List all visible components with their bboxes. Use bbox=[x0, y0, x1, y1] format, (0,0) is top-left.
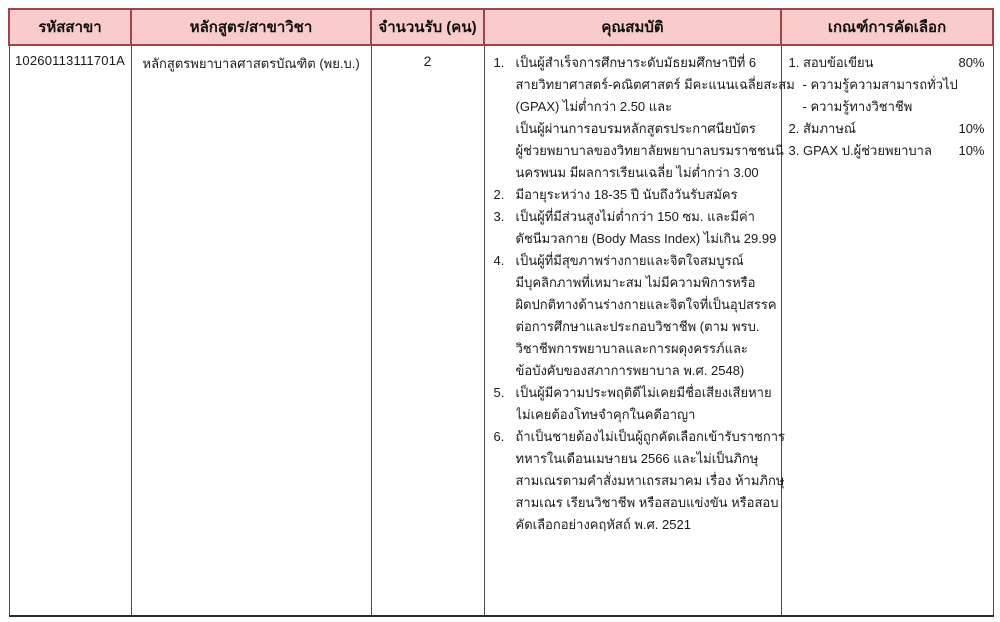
qualification-item-text bbox=[516, 52, 795, 184]
qualification-line: สามเณรตามคำสั่งมหาเถรสมาคม เรื่อง ห้ามภิกษุ bbox=[515, 473, 785, 488]
table-row bbox=[9, 45, 993, 616]
qualification-line: ถ้าเป็นชายต้องไม่เป็นผู้ถูกคัดเลือกเข้ารับราชการ bbox=[515, 429, 785, 444]
qualification-line: มีอายุระหว่าง 18-35 ปี นับถึงวันรับสมัคร bbox=[515, 187, 738, 202]
qualification-item bbox=[493, 52, 795, 184]
qualification-line: ข้อบังคับของสภาการพยาบาล พ.ศ. 2548) bbox=[515, 363, 745, 378]
qualification-item bbox=[493, 426, 785, 536]
qualifications-list bbox=[485, 46, 795, 536]
qualification-item-number: 1. bbox=[493, 55, 505, 70]
criteria-percent: 10% bbox=[958, 121, 985, 136]
header-quota: จำนวนรับ (คน) bbox=[371, 9, 484, 45]
branch-code-value: 10260113111701A bbox=[9, 45, 131, 616]
qualification-line: วิชาชีพการพยาบาลและการผดุงครรภ์และ bbox=[515, 341, 748, 356]
qualification-line: เป็นผู้มีความประพฤติดีไม่เคยมีชื่อเสียงเสียหาย bbox=[515, 385, 772, 400]
qualification-item-number: 4. bbox=[493, 253, 505, 268]
qualification-line: มีบุคลิกภาพที่เหมาะสม ไม่มีความพิการหรือ bbox=[515, 275, 756, 290]
qualification-item bbox=[494, 250, 775, 382]
criteria-label: - ความรู้ความสามารถทั่วไป bbox=[802, 77, 958, 92]
qualification-item-text bbox=[516, 426, 786, 536]
qualification-line: ดัชนีมวลกาย (Body Mass Index) ไม่เกิน 29.99 bbox=[515, 231, 777, 246]
qualification-line: ต่อการศึกษาและประกอบวิชาชีพ (ตาม พรบ. bbox=[515, 319, 760, 334]
qualification-line: นครพนม มีผลการเรียนเฉลี่ย ไม่ต่ำกว่า 3.00 bbox=[515, 165, 759, 180]
criteria-label: 2. สัมภาษณ์ bbox=[788, 121, 856, 136]
criteria-item bbox=[789, 52, 985, 74]
qualification-line: ผิดปกติทางด้านร่างกายและจิตใจที่เป็นอุปสรรค bbox=[515, 297, 777, 312]
qualification-line: เป็นผู้ที่มีส่วนสูงไม่ต่ำกว่า 150 ซม. และมีค่า bbox=[515, 209, 755, 224]
qualification-item bbox=[494, 184, 775, 206]
qualification-line: สามเณร เรียนวิชาชีพ หรือสอบแข่งขัน หรือสอบ bbox=[515, 495, 779, 510]
qualification-item-number: 6. bbox=[493, 429, 505, 444]
qualification-item bbox=[494, 206, 775, 250]
qualification-line: เป็นผู้สำเร็จการศึกษาระดับมัธยมศึกษาปีที่ 6 bbox=[515, 55, 757, 70]
criteria-label: - ความรู้ทางวิชาชีพ bbox=[802, 99, 913, 114]
qualifications-cell bbox=[484, 45, 795, 616]
program-name-value: หลักสูตรพยาบาลศาสตรบัณฑิต (พย.บ.) bbox=[131, 45, 371, 616]
qualification-line: เป็นผู้ผ่านการอบรมหลักสูตรประกาศนียบัตร bbox=[515, 121, 756, 136]
qualification-item-number: 2. bbox=[493, 187, 505, 202]
qualification-line: (GPAX) ไม่ต่ำกว่า 2.50 และ bbox=[515, 99, 673, 114]
qualification-item-text bbox=[516, 184, 775, 206]
qualification-line: สายวิทยาศาสตร์-คณิตศาสตร์ มีคะแนนเฉลี่ยสะสม bbox=[515, 77, 795, 92]
admission-table bbox=[8, 8, 994, 617]
criteria-label: 1. สอบข้อเขียน bbox=[788, 55, 874, 70]
criteria-sub-item bbox=[789, 74, 985, 96]
criteria-item bbox=[789, 118, 985, 140]
header-criteria: เกณฑ์การคัดเลือก bbox=[781, 9, 993, 45]
criteria-list bbox=[782, 46, 993, 162]
qualification-line: คัดเลือกอย่างคฤหัสถ์ พ.ศ. 2521 bbox=[515, 517, 691, 532]
qualification-line: ผู้ช่วยพยาบาลของวิทยาลัยพยาบาลบรมราชชนนี bbox=[515, 143, 784, 158]
qualification-item bbox=[494, 382, 775, 426]
criteria-percent: 10% bbox=[958, 143, 985, 158]
qualification-item-text bbox=[516, 250, 777, 382]
qualification-item-text bbox=[516, 382, 775, 426]
qualification-item-number: 3. bbox=[493, 209, 505, 224]
header-program: หลักสูตร/สาขาวิชา bbox=[131, 9, 371, 45]
header-row bbox=[9, 9, 993, 45]
criteria-percent: 80% bbox=[958, 55, 985, 70]
header-qualifications: คุณสมบัติ bbox=[484, 9, 781, 45]
qualification-line: เป็นผู้ที่มีสุขภาพร่างกายและจิตใจสมบูรณ์ bbox=[515, 253, 744, 268]
qualification-item-text bbox=[516, 206, 777, 250]
criteria-sub-item bbox=[789, 96, 985, 118]
header-branch-code: รหัสสาขา bbox=[9, 9, 131, 45]
criteria-cell bbox=[781, 45, 993, 616]
criteria-item bbox=[789, 140, 985, 162]
qualification-item-number: 5. bbox=[493, 385, 505, 400]
criteria-label: 3. GPAX ป.ผู้ช่วยพยาบาล bbox=[788, 143, 932, 158]
qualification-line: ทหารในเดือนเมษายน 2566 และไม่เป็นภิกษุ bbox=[515, 451, 759, 466]
quota-value: 2 bbox=[371, 45, 484, 616]
qualification-line: ไม่เคยต้องโทษจำคุกในคดีอาญา bbox=[515, 407, 696, 422]
